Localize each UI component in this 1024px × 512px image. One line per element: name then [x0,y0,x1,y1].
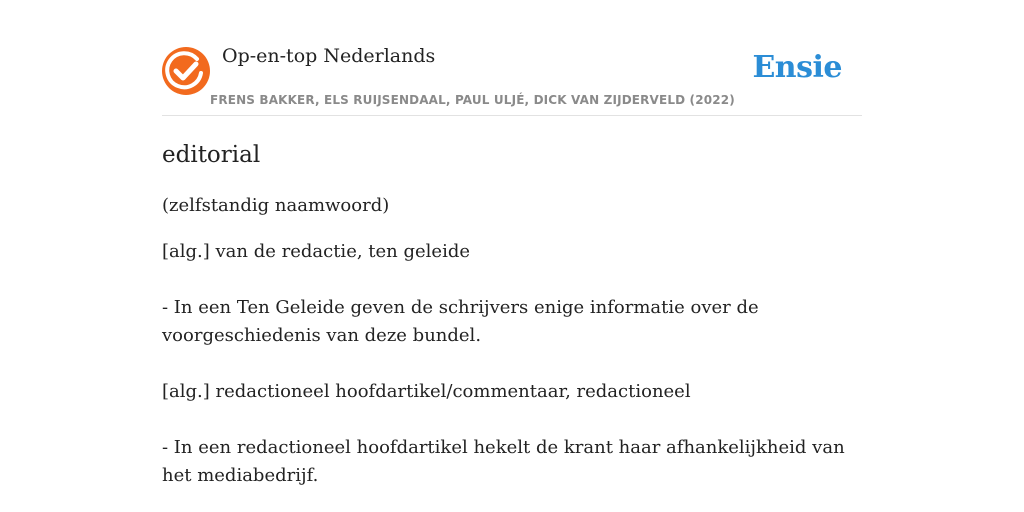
part-of-speech: (zelfstandig naamwoord) [162,195,390,216]
entry-content [162,140,862,490]
definition-item: [alg.] redactioneel hoofdartikel/commentaar, redactioneel [162,381,691,402]
authors-line: FRENS BAKKER, ELS RUIJSENDAAL, PAUL ULJÉ, DICK VAN ZIJDERVELD (2022) [210,93,735,107]
definition-item: [alg.] van de redactie, ten geleide [162,241,471,262]
checkmark-badge [162,47,210,95]
ensie-logo[interactable]: Ensie [752,50,842,85]
book-title[interactable]: Op-en-top Nederlands [222,45,436,67]
example-item: - In een Ten Geleide geven de schrijvers enige informatie over de voorgeschiedenis van deze bundel. [162,297,759,346]
example-item: - In een redactioneel hoofdartikel hekelt de krant haar afhankelijkheid van het mediabedrijf. [162,437,845,486]
source-header [162,0,862,116]
headword: editorial [162,142,261,168]
entry-card [162,0,862,490]
checkmark-icon [162,47,210,95]
